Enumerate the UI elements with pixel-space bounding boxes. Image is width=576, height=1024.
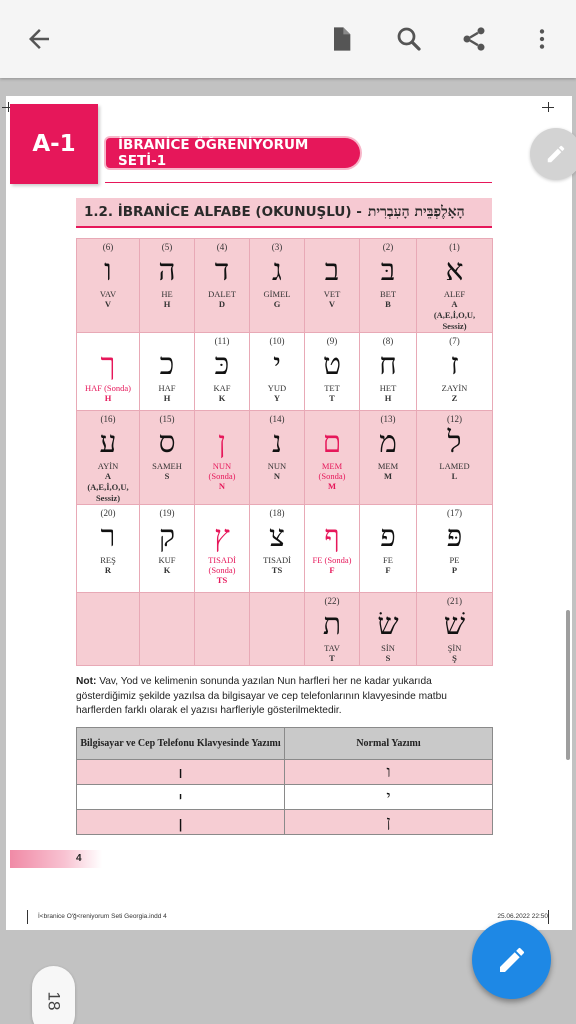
letter-cell: [77, 411, 140, 505]
section-title: [76, 198, 492, 228]
letter-number: [77, 335, 139, 347]
hebrew-letter: ע: [99, 425, 117, 460]
letter-cell: [250, 239, 305, 333]
letter-name: DALET: [208, 289, 236, 299]
latin-equivalent: V: [328, 299, 336, 309]
keyboard-comparison-table: [76, 727, 493, 835]
letter-cell: [417, 593, 493, 666]
hebrew-letter: ר: [100, 519, 116, 554]
letter-name: SAMEH: [152, 461, 182, 471]
hebrew-letter: ם: [322, 425, 342, 460]
letter-name: NUN: [267, 461, 287, 471]
letter-cell: [250, 411, 305, 505]
table-row: [77, 760, 493, 785]
letter-number: (22): [324, 596, 340, 606]
letter-number: [360, 507, 416, 519]
letter-name: TAV: [324, 643, 340, 653]
letter-name: HE: [161, 289, 173, 299]
table-row: [77, 810, 493, 835]
note-paragraph: [76, 675, 494, 719]
letter-name: KAF: [213, 383, 231, 393]
pencil-icon: [496, 944, 528, 976]
section-title-text: 1.2. İBRANİCE ALFABE (OKUNUŞLU) -: [84, 204, 362, 220]
divider: [105, 182, 492, 183]
share-icon: [460, 25, 488, 53]
footer-filename: İ˂branice Oʹğ˂reniyorum Seti Georgia.indd 4: [38, 913, 167, 920]
letter-number: (6): [102, 242, 114, 252]
latin-equivalent: V: [104, 299, 112, 309]
latin-equivalent: D: [218, 299, 226, 309]
letter-cell: [195, 593, 250, 666]
hebrew-letter: ח: [379, 347, 397, 382]
letter-number: (4): [216, 242, 228, 252]
letter-cell: [195, 411, 250, 505]
more-options-button[interactable]: [519, 16, 565, 62]
latin-equivalent: R: [104, 565, 112, 575]
letter-cell: [417, 333, 493, 411]
latin-equivalent: H: [104, 393, 112, 403]
letter-name: FE (Sonda): [312, 555, 352, 565]
latin-equivalent: T: [329, 393, 335, 403]
letter-number: (8): [382, 336, 394, 346]
letter-number: [195, 595, 249, 607]
hebrew-letter: ד: [214, 253, 230, 288]
letter-name: BET: [379, 289, 397, 299]
letter-cell: [77, 239, 140, 333]
hebrew-letter: שׂ: [377, 607, 399, 642]
letter-cell: [250, 333, 305, 411]
letter-cell: [195, 239, 250, 333]
crop-mark: [27, 910, 28, 924]
letter-name: VAV: [99, 289, 117, 299]
page-indicator[interactable]: [32, 966, 75, 1024]
letter-number: [305, 507, 359, 519]
letter-cell: [250, 505, 305, 593]
hebrew-letter: ו: [104, 253, 112, 288]
letter-cell: [305, 411, 360, 505]
letter-cell: [140, 239, 195, 333]
letter-name: ŞİN: [447, 643, 462, 653]
letter-number: (5): [161, 242, 173, 252]
latin-equivalent: K: [218, 393, 226, 403]
latin-equivalent: P: [451, 565, 458, 575]
letter-name: HAF (Sonda): [84, 383, 132, 393]
letter-cell: [360, 333, 417, 411]
letter-number: [140, 595, 194, 607]
normal-form: י: [285, 785, 493, 810]
letter-cell: [195, 333, 250, 411]
letter-number: [195, 507, 249, 519]
hebrew-letter: ג: [272, 253, 282, 288]
letter-cell: [305, 505, 360, 593]
latin-equivalent: H: [163, 393, 171, 403]
letter-cell: [77, 593, 140, 666]
scrollbar[interactable]: [566, 610, 570, 760]
alphabet-row: [77, 593, 493, 666]
letter-number: [140, 335, 194, 347]
letter-name: NUN (Sonda): [208, 461, 236, 481]
letter-cell: [140, 333, 195, 411]
normal-form: ו: [285, 760, 493, 785]
letter-name: ZAYİN: [441, 383, 468, 393]
crop-mark: [548, 910, 549, 924]
letter-number: (13): [380, 414, 396, 424]
letter-number: (18): [269, 508, 285, 518]
latin-equivalent: S: [164, 471, 170, 481]
print-footer: [38, 913, 548, 925]
latin-equivalent: L: [451, 471, 458, 481]
letter-cell: [360, 593, 417, 666]
note-text: Vav, Yod ve kelimenin sonunda yazılan Nun harfleri her ne kadar yukarıda gösterdiğimiz şekilde yazılsa da bilgisayar ve cep telefonlarının klavyesinde matbu harflerden farklı olarak el yazısı harfleriyle gösterilmektedir.: [76, 676, 447, 716]
letter-number: (1): [449, 242, 460, 252]
letter-name: REŞ: [100, 555, 116, 565]
letter-cell: [417, 239, 493, 333]
letter-cell: [360, 239, 417, 333]
more-vert-icon: [529, 26, 555, 52]
latin-equivalent: A (A,E,İ,O,U, Sessiz): [87, 471, 129, 503]
alphabet-row: [77, 411, 493, 505]
letter-cell: [417, 411, 493, 505]
share-button[interactable]: [451, 16, 497, 62]
footer-timestamp: 25.06.2022 22:50: [497, 913, 548, 920]
hebrew-letter: י: [273, 347, 281, 382]
letter-name: TISADİ (Sonda): [208, 555, 236, 575]
latin-equivalent: Y: [273, 393, 281, 403]
hebrew-letter: נ: [272, 425, 282, 460]
latin-equivalent: K: [163, 565, 171, 575]
latin-equivalent: M: [327, 481, 337, 491]
hebrew-letter: ק: [158, 519, 176, 554]
hebrew-letter: בּ: [380, 253, 396, 288]
hebrew-letter: ף: [324, 519, 340, 554]
normal-form: ן: [285, 810, 493, 835]
hebrew-letter: מ: [379, 425, 397, 460]
section-title-hebrew: הָאָלֶפְבֵּית הָעִבְרִית: [367, 203, 465, 220]
hebrew-letter: א: [445, 253, 464, 288]
page-number: 4: [10, 850, 102, 868]
pencil-icon: [545, 143, 567, 165]
column-header-keyboard: Bilgisayar ve Cep Telefonu Klavyesinde Yazımı: [77, 728, 285, 760]
letter-cell: [417, 505, 493, 593]
top-toolbar: [0, 0, 576, 78]
latin-equivalent: TS: [271, 565, 283, 575]
letter-number: [250, 595, 304, 607]
letter-number: [77, 595, 139, 607]
annotate-button[interactable]: [530, 128, 576, 180]
latin-equivalent: G: [273, 299, 281, 309]
alphabet-row: [77, 505, 493, 593]
letter-name: HAF: [158, 383, 176, 393]
hebrew-letter: כ: [159, 347, 175, 382]
hebrew-letter: ט: [322, 347, 342, 382]
latin-equivalent: TS: [216, 575, 228, 585]
letter-number: [195, 413, 249, 425]
latin-equivalent: M: [383, 471, 393, 481]
table-row: [77, 785, 493, 810]
letter-number: [360, 595, 416, 607]
latin-equivalent: H: [384, 393, 392, 403]
letter-name: TISADİ: [263, 555, 291, 565]
arrow-left-icon: [24, 24, 54, 54]
edit-fab[interactable]: [472, 920, 551, 999]
letter-name: LAMED: [439, 461, 470, 471]
latin-equivalent: F: [385, 565, 391, 575]
letter-cell: [77, 505, 140, 593]
keyboard-form: ו: [77, 760, 285, 785]
search-icon: [394, 24, 424, 54]
letter-name: YUD: [267, 383, 287, 393]
letter-number: (9): [326, 336, 338, 346]
document-icon: [327, 25, 355, 53]
hebrew-letter: ז: [450, 347, 459, 382]
hebrew-letter: ב: [324, 253, 340, 288]
back-button[interactable]: [16, 16, 62, 62]
hebrew-letter: ל: [447, 425, 462, 460]
letter-name: KUF: [158, 555, 176, 565]
keyboard-form: ן: [77, 810, 285, 835]
letter-name: VET: [323, 289, 341, 299]
hebrew-letter: פ: [380, 519, 396, 554]
letter-name: MEM (Sonda): [318, 461, 346, 481]
letter-number: (15): [159, 414, 175, 424]
hebrew-letter: כּ: [214, 347, 230, 382]
document-button[interactable]: [318, 16, 364, 62]
letter-number: (3): [271, 242, 283, 252]
hebrew-letter: צ: [269, 519, 285, 554]
letter-cell: [140, 505, 195, 593]
letter-cell: [360, 411, 417, 505]
page-indicator-text: 18: [44, 991, 64, 1011]
letter-cell: [77, 333, 140, 411]
letter-number: (12): [447, 414, 462, 424]
letter-number: (7): [449, 336, 460, 346]
letter-number: (2): [382, 242, 394, 252]
search-button[interactable]: [386, 16, 432, 62]
alphabet-table: [76, 238, 493, 666]
keyboard-form: י: [77, 785, 285, 810]
hebrew-letter: פּ: [446, 519, 463, 554]
letter-cell: [250, 593, 305, 666]
letter-number: (17): [447, 508, 462, 518]
letter-cell: [305, 239, 360, 333]
crop-mark: [542, 107, 554, 108]
set-title: İBRANİCE ÖĞRENİYORUM SETİ-1: [106, 138, 360, 168]
letter-name: SİN: [381, 643, 395, 653]
latin-equivalent: T: [329, 653, 335, 663]
latin-equivalent: A (A,E,İ,O,U, Sessiz): [433, 299, 476, 331]
letter-cell: [305, 333, 360, 411]
letter-number: (19): [159, 508, 175, 518]
letter-number: (11): [214, 336, 230, 346]
hebrew-letter: ן: [218, 425, 226, 460]
letter-number: (14): [269, 414, 285, 424]
letter-number: [305, 241, 359, 253]
letter-name: AYİN: [97, 461, 119, 471]
letter-name: FE: [383, 555, 393, 565]
letter-number: (21): [447, 596, 462, 606]
hebrew-letter: שׁ: [443, 607, 466, 642]
letter-name: ALEF: [443, 289, 466, 299]
hebrew-letter: ס: [158, 425, 176, 460]
letter-number: (20): [100, 508, 116, 518]
latin-equivalent: Ş: [452, 653, 457, 663]
letter-name: MEM: [377, 461, 399, 471]
hebrew-letter: ך: [100, 347, 116, 382]
column-header-normal: Normal Yazımı: [285, 728, 493, 760]
letter-cell: [305, 593, 360, 666]
hebrew-letter: ה: [158, 253, 176, 288]
letter-number: [305, 413, 359, 425]
latin-equivalent: N: [218, 481, 226, 491]
letter-number: (10): [269, 336, 285, 346]
letter-cell: [140, 593, 195, 666]
latin-equivalent: N: [273, 471, 281, 481]
latin-equivalent: B: [385, 299, 391, 309]
letter-cell: [360, 505, 417, 593]
hebrew-letter: ץ: [214, 519, 230, 554]
note-label: Not:: [76, 676, 97, 687]
chapter-tab: A-1: [10, 104, 98, 184]
letter-name: HET: [379, 383, 397, 393]
letter-cell: [195, 505, 250, 593]
latin-equivalent: F: [329, 565, 335, 575]
hebrew-letter: ת: [322, 607, 342, 642]
letter-name: TET: [324, 383, 340, 393]
latin-equivalent: Z: [451, 393, 458, 403]
letter-name: GİMEL: [263, 289, 291, 299]
letter-number: (16): [100, 414, 116, 424]
alphabet-row: [77, 333, 493, 411]
latin-equivalent: S: [385, 653, 391, 663]
latin-equivalent: H: [163, 299, 171, 309]
letter-cell: [140, 411, 195, 505]
letter-name: PE: [449, 555, 460, 565]
alphabet-row: [77, 239, 493, 333]
